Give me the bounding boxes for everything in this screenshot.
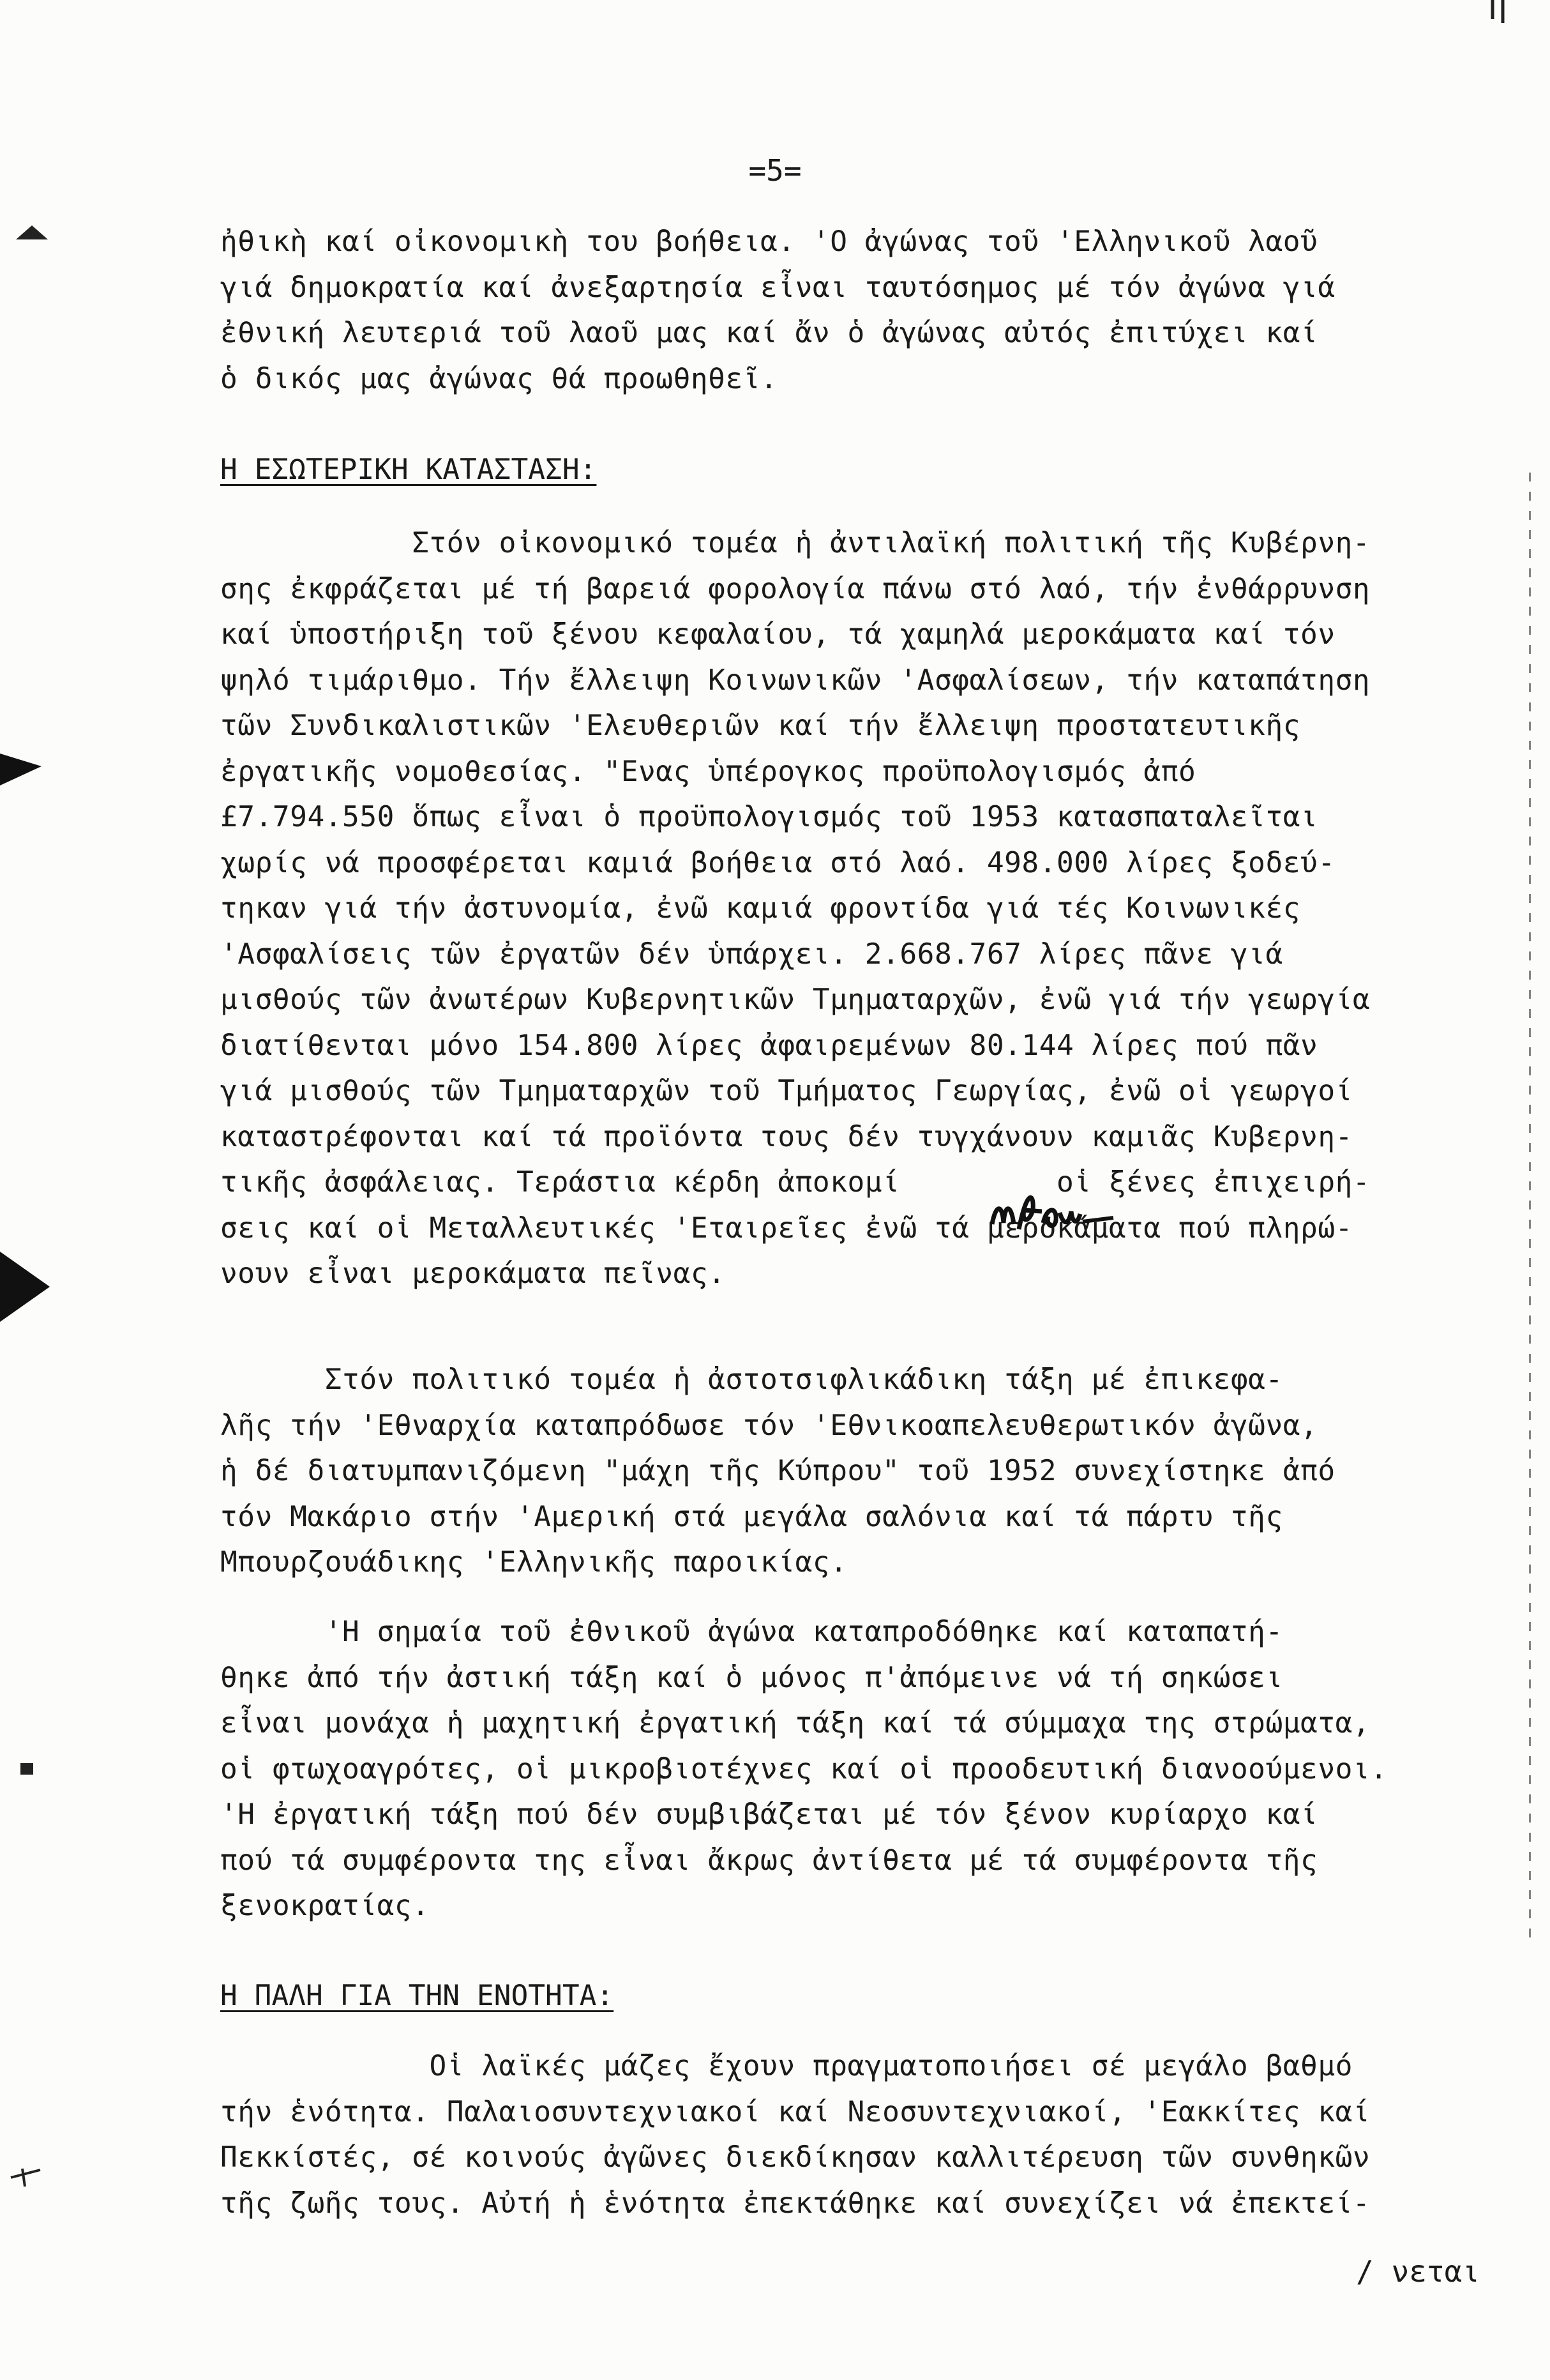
text-line: Πεκκίστές, σέ κοινούς ἀγῶνες διεκδίκησαν καλλιτέρευση τῶν συνθηκῶν bbox=[220, 2141, 1371, 2174]
section-heading-internal-situation: Η ΕΣΩΤΕΡΙΚΗ ΚΑΤΑΣΤΑΣΗ: bbox=[220, 453, 597, 486]
text-line: εἶναι μονάχα ἡ μαχητική ἐργατική τάξη καί τά σύμμαχα της στρώματα, bbox=[220, 1707, 1371, 1740]
text-line: τηκαν γιά τήν ἀστυνομία, ἐνῶ καμιά φροντίδα γιά τές Κοινωνικές bbox=[220, 892, 1301, 925]
text-line: 'Ασφαλίσεις τῶν ἐργατῶν δέν ὑπάρχει. 2.668.767 λίρες πᾶνε γιά bbox=[220, 937, 1283, 971]
punch-hole-mark bbox=[0, 1252, 51, 1322]
page-continuation: / νεται bbox=[1356, 2254, 1480, 2289]
text-line: λῆς τήν 'Εθναρχία καταπρόδωσε τόν 'Εθνικοαπελευθερωτικόν ἀγῶνα, bbox=[220, 1409, 1318, 1442]
text-line: σεις καί οἱ Μεταλλευτικές 'Εταιρεῖες ἐνῶ τά μεροκάματα πού πληρώ- bbox=[220, 1211, 1353, 1245]
text-line: 'Η σημαία τοῦ ἐθνικοῦ ἀγώνα καταπροδόθηκε καί καταπατή- bbox=[220, 1616, 1283, 1648]
paragraph-2 bbox=[220, 520, 1503, 1297]
text-line: Στόν πολιτικό τομέα ἡ ἀστοτσιφλικάδικη τάξη μέ ἐπικεφα- bbox=[220, 1363, 1283, 1396]
text-line: τῆς ζωῆς τους. Αὐτή ἡ ἑνότητα ἐπεκτάθηκε καί συνεχίζει νά ἐπεκτεί- bbox=[220, 2187, 1371, 2220]
text-line: διατίθενται μόνο 154.800 λίρες ἀφαιρεμένων 80.144 λίρες πού πᾶν bbox=[220, 1029, 1318, 1062]
handwritten-correction-mark bbox=[988, 1185, 1116, 1242]
text-line: γιά δημοκρατία καί ἀνεξαρτησία εἶναι ταυτόσημος μέ τόν ἀγώνα γιά bbox=[220, 271, 1336, 304]
text-line: τήν ἑνότητα. Παλαιοσυντεχνιακοί καί Νεοσυντεχνιακοί, 'Εακκίτες καί bbox=[220, 2095, 1371, 2128]
paragraph-1 bbox=[220, 219, 1503, 402]
text-line: μισθούς τῶν ἀνωτέρων Κυβερνητικῶν Τμηματαρχῶν, ἐνῶ γιά τήν γεωργία bbox=[220, 983, 1371, 1016]
margin-mark bbox=[18, 1759, 37, 1778]
text-line: ὁ δικός μας ἀγώνας θά προωθηθεῖ. bbox=[220, 362, 778, 395]
paragraph-4 bbox=[220, 1609, 1503, 1929]
corner-mark bbox=[1487, 0, 1513, 26]
text-line: σης ἐκφράζεται μέ τή βαρειά φορολογία πάνω στό λαό, τήν ἐνθάρρυνση bbox=[220, 572, 1371, 605]
text-line: γιά μισθούς τῶν Τμηματαρχῶν τοῦ Τμήματος Γεωργίας, ἐνῶ οἱ γεωργοί bbox=[220, 1075, 1353, 1107]
margin-mark bbox=[10, 2165, 41, 2190]
text-line: Οἱ λαϊκές μάζες ἔχουν πραγματοποιήσει σέ μεγάλο βαθμό bbox=[220, 2050, 1353, 2082]
section-heading-struggle-for-unity: Η ΠΑΛΗ ΓΙΑ ΤΗΝ ΕΝΟΤΗΤΑ: bbox=[220, 1980, 614, 2012]
text-line: ξενοκρατίας. bbox=[220, 1890, 430, 1922]
text-line: 'Η ἐργατική τάξη πού δέν συμβιβάζεται μέ τόν ξένον κυρίαρχο καί bbox=[220, 1798, 1318, 1831]
text-line: οἱ φτωχοαγρότες, οἱ μικροβιοτέχνες καί οἱ προοδευτική διανοούμενοι. bbox=[220, 1752, 1388, 1785]
punch-hole-mark bbox=[0, 747, 45, 792]
text-line: τικῆς ἀσφάλειας. Τεράστια κέρδη ἀποκομί οἱ ξένες ἐπιχειρή- bbox=[220, 1166, 1371, 1199]
page-number: =5= bbox=[748, 153, 802, 188]
text-line: καί ὑποστήριξη τοῦ ξένου κεφαλαίου, τά χαμηλά μεροκάματα καί τόν bbox=[220, 618, 1336, 651]
text-line: θηκε ἀπό τήν ἀστική τάξη καί ὁ μόνος π'ἀπόμεινε νά τή σηκώσει bbox=[220, 1661, 1283, 1694]
text-line: ἐθνική λευτεριά τοῦ λαοῦ μας καί ἄν ὁ ἀγώνας αὐτός ἐπιτύχει καί bbox=[220, 317, 1318, 349]
text-line: ἠθικὴ καί οἰκονομικὴ του βοήθεια. 'Ο ἀγώνας τοῦ 'Ελληνικοῦ λαοῦ bbox=[220, 225, 1318, 258]
text-line: τῶν Συνδικαλιστικῶν 'Ελευθεριῶν καί τήν ἔλλειψη προστατευτικῆς bbox=[220, 709, 1301, 742]
margin-mark bbox=[13, 220, 51, 246]
text-line: ἡ δέ διατυμπανιζόμενη "μάχη τῆς Κύπρου" τοῦ 1952 συνεχίστηκε ἀπό bbox=[220, 1455, 1336, 1487]
text-line: νουν εἶναι μεροκάματα πεῖνας. bbox=[220, 1257, 726, 1290]
text-line: ψηλό τιμάριθμο. Τήν ἔλλειψη Κοινωνικῶν 'Ασφαλίσεων, τήν καταπάτηση bbox=[220, 663, 1371, 697]
text-line: τόν Μακάριο στήν 'Αμερική στά μεγάλα σαλόνια καί τά πάρτυ τῆς bbox=[220, 1500, 1283, 1533]
scan-edge-artifact bbox=[1529, 473, 1531, 1941]
text-line: πού τά συμφέροντα της εἶναι ἄκρως ἀντίθετα μέ τά συμφέροντα τῆς bbox=[220, 1844, 1318, 1877]
text-line: ἐργατικῆς νομοθεσίας. "Ενας ὑπέρογκος προϋπολογισμός ἀπό bbox=[220, 755, 1196, 788]
text-line: £7.794.550 ὅπως εἶναι ὁ προϋπολογισμός τοῦ 1953 κατασπαταλεῖται bbox=[220, 801, 1318, 833]
paragraph-3 bbox=[220, 1357, 1503, 1586]
text-line: καταστρέφονται καί τά προϊόντα τους δέν τυγχάνουν καμιᾶς Κυβερνη- bbox=[220, 1120, 1353, 1153]
paragraph-5 bbox=[220, 2043, 1503, 2226]
text-line: Μπουρζουάδικης 'Ελληνικῆς παροικίας. bbox=[220, 1546, 848, 1579]
text-line: Στόν οἰκονομικό τομέα ἡ ἀντιλαϊκή πολιτική τῆς Κυβέρνη- bbox=[220, 527, 1371, 559]
text-line: χωρίς νά προσφέρεται καμιά βοήθεια στό λαό. 498.000 λίρες ξοδεύ- bbox=[220, 846, 1336, 879]
